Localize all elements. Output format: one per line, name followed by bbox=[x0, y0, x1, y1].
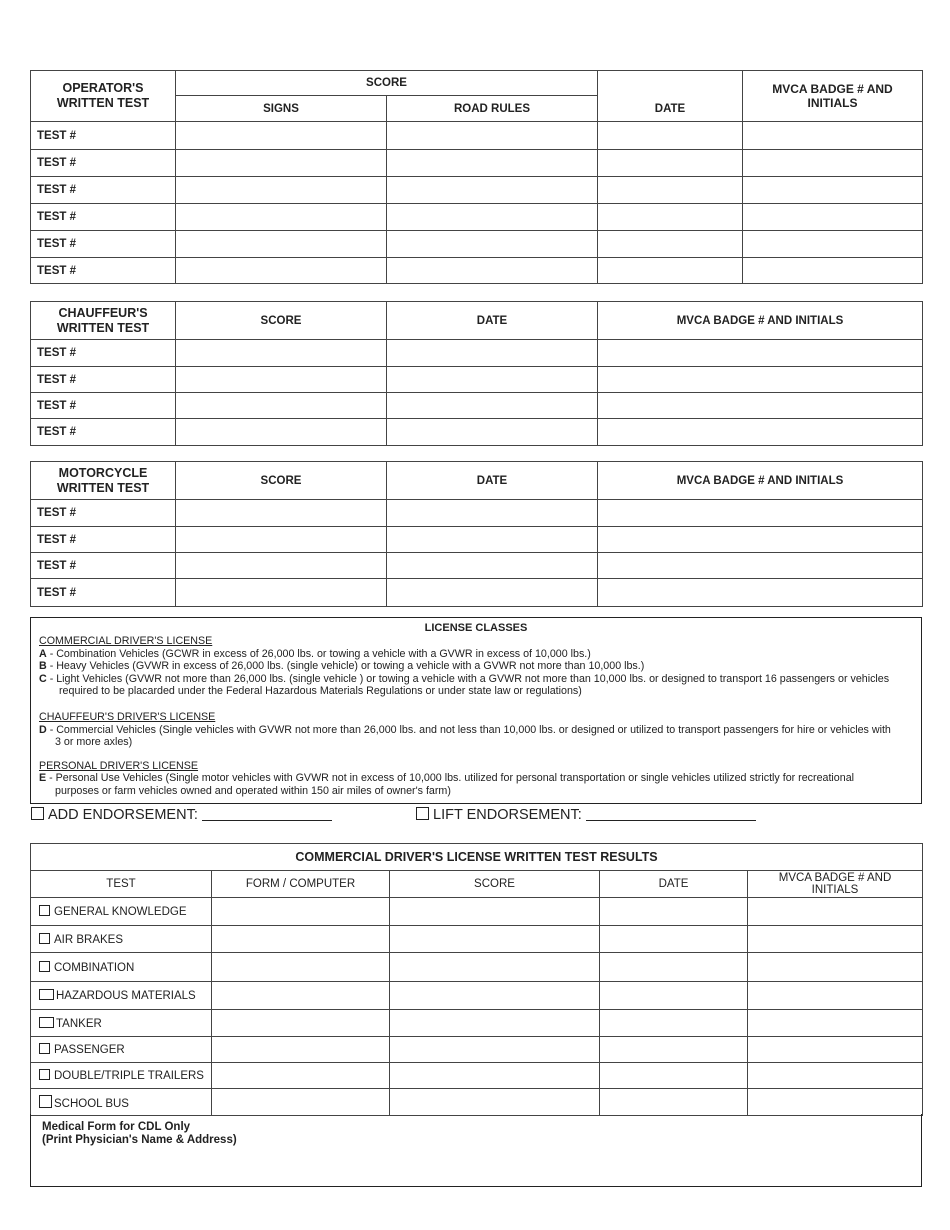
test-row-label: TEST # bbox=[31, 340, 176, 367]
add-endorsement bbox=[31, 806, 332, 823]
form-cell[interactable] bbox=[212, 926, 390, 953]
score-cell[interactable] bbox=[176, 419, 387, 446]
signs-score-cell[interactable] bbox=[176, 150, 387, 177]
test-name: HAZARDOUS MATERIALS bbox=[56, 990, 196, 1002]
cdl-test-row bbox=[31, 953, 212, 982]
chauffeur-license-heading: CHAUFFEUR'S DRIVER'S LICENSE bbox=[39, 710, 216, 723]
test-row-label: TEST # bbox=[31, 204, 176, 231]
road-rules-score-cell[interactable] bbox=[387, 150, 598, 177]
medical-form-title: Medical Form for CDL Only bbox=[42, 1121, 191, 1133]
test-row-label: TEST # bbox=[31, 258, 176, 284]
score-cell[interactable] bbox=[390, 953, 600, 982]
badge-cell[interactable] bbox=[743, 258, 923, 284]
score-cell[interactable] bbox=[176, 527, 387, 553]
date-cell[interactable] bbox=[387, 340, 598, 367]
class-d-continued: 3 or more axles) bbox=[55, 736, 133, 749]
tanker-checkbox[interactable] bbox=[39, 1017, 54, 1028]
badge-cell[interactable] bbox=[598, 340, 923, 367]
class-a: A - Combination Vehicles (GCWR in excess of 26,000 lbs. or towing a vehicle with a GVWR in excess of 10,000 lbs.) bbox=[39, 647, 591, 660]
air-brakes-checkbox[interactable] bbox=[39, 933, 50, 944]
form-cell[interactable] bbox=[212, 1063, 390, 1089]
cdl-test-row bbox=[31, 1037, 212, 1063]
road-rules-score-cell[interactable] bbox=[387, 258, 598, 284]
test-name: SCHOOL BUS bbox=[54, 1097, 129, 1110]
cdl-test-row bbox=[31, 982, 212, 1010]
score-cell[interactable] bbox=[176, 579, 387, 607]
date-cell[interactable] bbox=[598, 258, 743, 284]
col-test-header: TEST bbox=[31, 871, 212, 898]
score-cell[interactable] bbox=[176, 340, 387, 367]
general-knowledge-checkbox[interactable] bbox=[39, 905, 50, 916]
cdl-test-row bbox=[31, 1010, 212, 1037]
test-row-label: TEST # bbox=[31, 177, 176, 204]
road-rules-score-cell[interactable] bbox=[387, 231, 598, 258]
date-cell[interactable] bbox=[387, 419, 598, 446]
signs-score-cell[interactable] bbox=[176, 231, 387, 258]
col-form-header: FORM / COMPUTER bbox=[212, 871, 390, 898]
test-row-label: TEST # bbox=[31, 553, 176, 579]
medical-form-instructions: (Print Physician's Name & Address) bbox=[42, 1134, 237, 1146]
cdl-results-title: COMMERCIAL DRIVER'S LICENSE WRITTEN TEST RESULTS bbox=[31, 844, 923, 871]
signs-score-cell[interactable] bbox=[176, 204, 387, 231]
motorcycle-date-header: DATE bbox=[387, 462, 598, 500]
form-cell[interactable] bbox=[212, 1037, 390, 1063]
date-cell[interactable] bbox=[598, 204, 743, 231]
class-c: C - Light Vehicles (GVWR not more than 26,000 lbs. (single vehicle ) or towing a vehicle with a GVWR not more than 10,000 lbs. or designed to transport 16 passengers or vehicles bbox=[39, 672, 890, 685]
operator-badge-header: MVCA BADGE # AND INITIALS bbox=[743, 71, 923, 122]
chauffeur-score-header: SCORE bbox=[176, 302, 387, 340]
signs-score-cell[interactable] bbox=[176, 258, 387, 284]
score-cell[interactable] bbox=[390, 926, 600, 953]
form-cell[interactable] bbox=[212, 1010, 390, 1037]
badge-cell[interactable] bbox=[748, 898, 923, 926]
signs-score-cell[interactable] bbox=[176, 177, 387, 204]
cdl-test-row bbox=[31, 1089, 212, 1116]
date-cell[interactable] bbox=[387, 367, 598, 393]
license-classes-box bbox=[30, 617, 922, 804]
form-cell[interactable] bbox=[212, 1089, 390, 1116]
test-row-label: TEST # bbox=[31, 231, 176, 258]
date-cell[interactable] bbox=[600, 1010, 748, 1037]
form-cell[interactable] bbox=[212, 898, 390, 926]
hazardous-materials-checkbox[interactable] bbox=[39, 989, 54, 1000]
operator-test-table bbox=[30, 70, 923, 284]
score-cell[interactable] bbox=[390, 1037, 600, 1063]
badge-cell[interactable] bbox=[748, 1037, 923, 1063]
chauffeur-date-header: DATE bbox=[387, 302, 598, 340]
medical-form-box[interactable] bbox=[30, 1114, 922, 1187]
test-row-label: TEST # bbox=[31, 150, 176, 177]
operator-road-rules-header: ROAD RULES bbox=[387, 96, 598, 122]
test-row-label: TEST # bbox=[31, 393, 176, 419]
lift-endorsement-label: LIFT ENDORSEMENT: bbox=[433, 807, 582, 823]
test-name: AIR BRAKES bbox=[54, 933, 124, 946]
date-cell[interactable] bbox=[600, 926, 748, 953]
test-row-label: TEST # bbox=[31, 527, 176, 553]
test-row-label: TEST # bbox=[31, 500, 176, 527]
add-endorsement-label: ADD ENDORSEMENT: bbox=[48, 807, 198, 823]
chauffeur-badge-header: MVCA BADGE # AND INITIALS bbox=[598, 302, 923, 340]
test-name: TANKER bbox=[56, 1017, 102, 1030]
date-cell[interactable] bbox=[387, 579, 598, 607]
operator-score-header: SCORE bbox=[176, 71, 598, 96]
date-cell[interactable] bbox=[598, 122, 743, 150]
date-cell[interactable] bbox=[600, 1089, 748, 1116]
cdl-test-row bbox=[31, 926, 212, 953]
date-cell[interactable] bbox=[600, 1063, 748, 1089]
add-endorsement-field[interactable] bbox=[202, 806, 332, 821]
col-date-header: DATE bbox=[600, 871, 748, 898]
motorcycle-test-table bbox=[30, 461, 923, 607]
operator-signs-header: SIGNS bbox=[176, 96, 387, 122]
badge-cell[interactable] bbox=[598, 367, 923, 393]
test-row-label: TEST # bbox=[31, 367, 176, 393]
score-cell[interactable] bbox=[176, 367, 387, 393]
test-name: PASSENGER bbox=[54, 1044, 125, 1056]
combination-checkbox[interactable] bbox=[39, 961, 50, 972]
add-endorsement-checkbox[interactable] bbox=[31, 807, 44, 820]
road-rules-score-cell[interactable] bbox=[387, 177, 598, 204]
cdl-test-row bbox=[31, 898, 212, 926]
col-badge-header: MVCA BADGE # AND INITIALS bbox=[748, 871, 923, 898]
lift-endorsement bbox=[416, 806, 756, 823]
road-rules-score-cell[interactable] bbox=[387, 122, 598, 150]
test-row-label: TEST # bbox=[31, 579, 176, 607]
badge-cell[interactable] bbox=[748, 1089, 923, 1116]
personal-license-heading: PERSONAL DRIVER'S LICENSE bbox=[39, 759, 199, 772]
chauffeur-test-table bbox=[30, 301, 923, 446]
badge-cell[interactable] bbox=[598, 500, 923, 527]
badge-cell[interactable] bbox=[743, 122, 923, 150]
badge-cell[interactable] bbox=[743, 177, 923, 204]
class-c-continued: required to be placarded under the Federal Hazardous Materials Regulations or under state law or regulations) bbox=[59, 685, 582, 698]
school-bus-checkbox[interactable] bbox=[39, 1095, 52, 1108]
date-cell[interactable] bbox=[598, 231, 743, 258]
score-cell[interactable] bbox=[176, 393, 387, 419]
score-cell[interactable] bbox=[176, 500, 387, 527]
date-cell[interactable] bbox=[387, 527, 598, 553]
badge-cell[interactable] bbox=[743, 204, 923, 231]
passenger-checkbox[interactable] bbox=[39, 1043, 50, 1054]
test-name: GENERAL KNOWLEDGE bbox=[54, 906, 187, 918]
badge-cell[interactable] bbox=[748, 926, 923, 953]
class-b: B - Heavy Vehicles (GVWR in excess of 26,000 lbs. (single vehicle) or towing a vehicle with a GVWR not more than 10,000 lbs.) bbox=[39, 660, 645, 673]
license-classes-title: LICENSE CLASSES bbox=[424, 622, 528, 634]
test-row-label: TEST # bbox=[31, 419, 176, 446]
score-cell[interactable] bbox=[390, 1063, 600, 1089]
lift-endorsement-field[interactable] bbox=[586, 806, 756, 821]
operator-rows bbox=[31, 122, 923, 284]
date-cell[interactable] bbox=[600, 1037, 748, 1063]
date-cell[interactable] bbox=[600, 953, 748, 982]
badge-cell[interactable] bbox=[748, 1063, 923, 1089]
score-cell[interactable] bbox=[390, 898, 600, 926]
date-cell[interactable] bbox=[387, 553, 598, 579]
badge-cell[interactable] bbox=[598, 579, 923, 607]
date-cell[interactable] bbox=[598, 177, 743, 204]
form-cell[interactable] bbox=[212, 982, 390, 1010]
class-e: E - Personal Use Vehicles (Single motor vehicles with GVWR not in excess of 10,000 lbs. utilized for personal transportation or single vehicles utilized strictly for recreational bbox=[39, 772, 855, 785]
badge-cell[interactable] bbox=[598, 527, 923, 553]
badge-cell[interactable] bbox=[598, 393, 923, 419]
badge-cell[interactable] bbox=[743, 150, 923, 177]
operator-date-header: DATE bbox=[598, 71, 743, 122]
test-row-label: TEST # bbox=[31, 122, 176, 150]
motorcycle-badge-header: MVCA BADGE # AND INITIALS bbox=[598, 462, 923, 500]
date-cell[interactable] bbox=[600, 898, 748, 926]
cdl-heading: COMMERCIAL DRIVER'S LICENSE bbox=[39, 635, 213, 647]
col-score-header: SCORE bbox=[390, 871, 600, 898]
double-triple-trailers-checkbox[interactable] bbox=[39, 1069, 50, 1080]
badge-cell[interactable] bbox=[748, 982, 923, 1010]
form-cell[interactable] bbox=[212, 953, 390, 982]
test-name: COMBINATION bbox=[54, 961, 135, 974]
date-cell[interactable] bbox=[600, 982, 748, 1010]
date-cell[interactable] bbox=[387, 393, 598, 419]
date-cell[interactable] bbox=[387, 500, 598, 527]
test-name: DOUBLE/TRIPLE TRAILERS bbox=[54, 1070, 204, 1082]
cdl-test-row bbox=[31, 1063, 212, 1089]
score-cell[interactable] bbox=[390, 982, 600, 1010]
badge-cell[interactable] bbox=[598, 553, 923, 579]
score-cell[interactable] bbox=[176, 553, 387, 579]
lift-endorsement-checkbox[interactable] bbox=[416, 807, 429, 820]
signs-score-cell[interactable] bbox=[176, 122, 387, 150]
motorcycle-score-header: SCORE bbox=[176, 462, 387, 500]
badge-cell[interactable] bbox=[748, 953, 923, 982]
operator-title: OPERATOR'S WRITTEN TEST bbox=[31, 71, 176, 122]
class-d: D - Commercial Vehicles (Single vehicles with GVWR not more than 26,000 lbs. and not less than 10,000 lbs. or designed or utilized to transport passengers for hire or vehicles with bbox=[39, 723, 891, 736]
road-rules-score-cell[interactable] bbox=[387, 204, 598, 231]
cdl-results-table bbox=[30, 843, 923, 1116]
score-cell[interactable] bbox=[390, 1089, 600, 1116]
badge-cell[interactable] bbox=[598, 419, 923, 446]
motorcycle-title: MOTORCYCLE WRITTEN TEST bbox=[31, 462, 176, 500]
date-cell[interactable] bbox=[598, 150, 743, 177]
score-cell[interactable] bbox=[390, 1010, 600, 1037]
badge-cell[interactable] bbox=[743, 231, 923, 258]
class-e-continued: purposes or farm vehicles owned and operated within 150 air miles of owner's farm) bbox=[55, 784, 451, 797]
badge-cell[interactable] bbox=[748, 1010, 923, 1037]
chauffeur-title: CHAUFFEUR'S WRITTEN TEST bbox=[31, 302, 176, 340]
